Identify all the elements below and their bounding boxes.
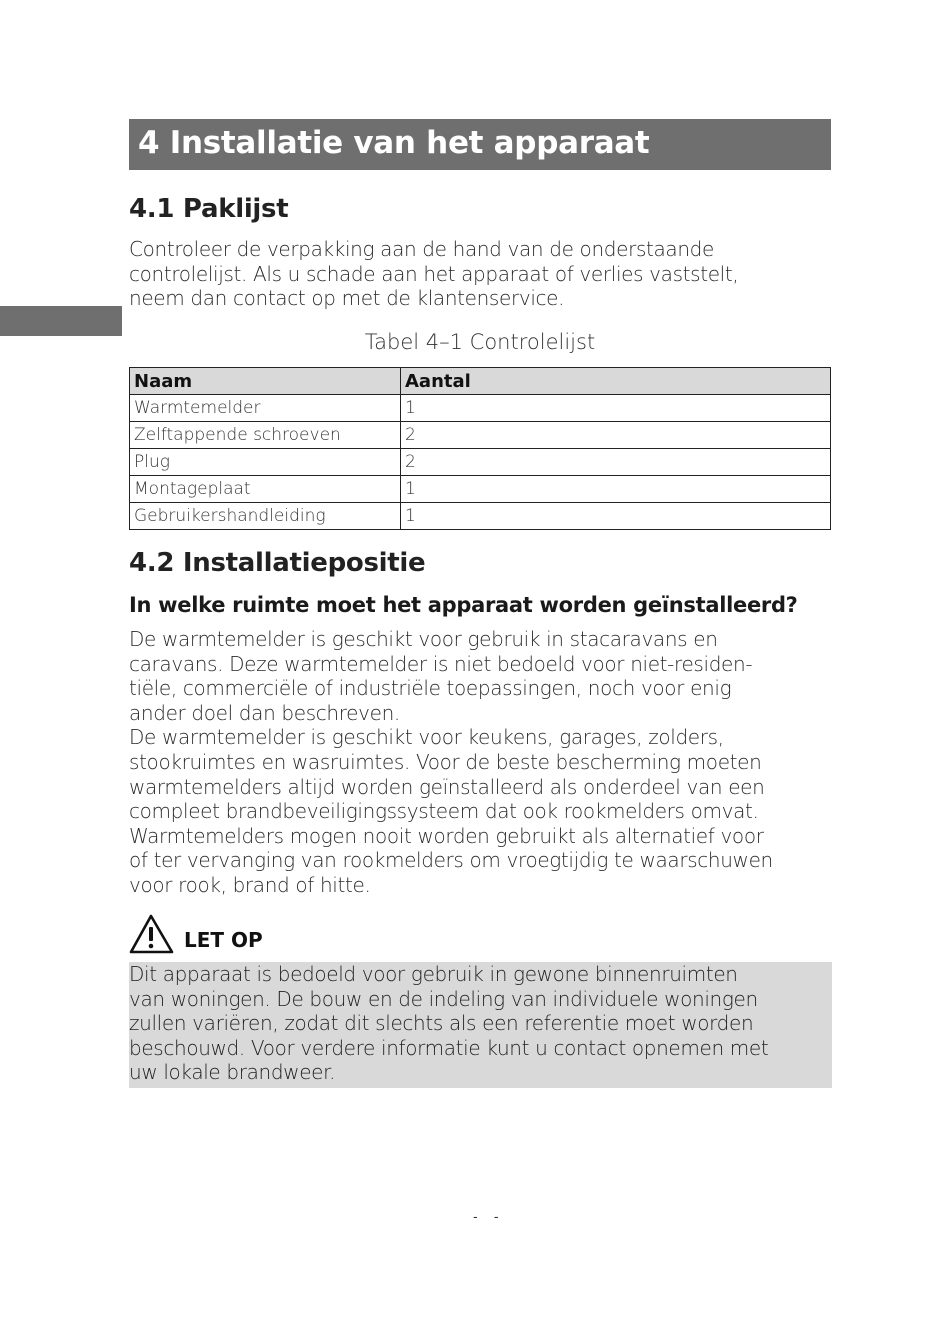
text-line: Dit apparaat is bedoeld voor gebruik in gewone binnenruimten (129, 962, 738, 986)
item-quantity: 2 (401, 449, 831, 476)
item-quantity: 1 (401, 476, 831, 503)
text-line: De warmtemelder is geschikt voor gebruik in stacaravans en (129, 627, 718, 651)
item-name: Zelftappende schroeven (130, 422, 401, 449)
item-quantity: 1 (401, 395, 831, 422)
packing-list-intro (129, 237, 834, 311)
text-line: van woningen. De bouw en de indeling van individuele woningen (129, 986, 758, 1011)
chapter-title-bar (129, 119, 831, 170)
text-line: ander doel dan beschreven. (129, 700, 400, 725)
table-header-row (130, 368, 831, 395)
section-heading-packing-list: 4.1 Paklijst (129, 194, 289, 224)
text-line: zullen variëren, zodat dit slechts als een referentie moet worden (129, 1011, 754, 1036)
text-line: tiële, commerciële of industriële toepassingen, noch voor enig (129, 676, 732, 701)
side-chapter-tab (0, 306, 122, 336)
table-row (130, 476, 831, 503)
text-line: uw lokale brandweer. (129, 1060, 336, 1085)
warning-box (129, 962, 832, 1088)
warning-triangle-icon (129, 914, 179, 954)
warning-label: LET OP (184, 928, 263, 952)
table-row (130, 503, 831, 530)
item-name: Plug (130, 449, 401, 476)
item-name: Montageplaat (130, 476, 401, 503)
text-line: warmtemelders altijd worden geïnstalleerd als onderdeel van een (129, 774, 765, 799)
text-line: caravans. Deze warmtemelder is niet bedoeld voor niet-residen- (129, 651, 753, 676)
warning-text (129, 962, 834, 1085)
item-quantity: 2 (401, 422, 831, 449)
installation-position-text (129, 627, 834, 898)
text-line: of ter vervanging van rookmelders om vroegtijdig te waarschuwen (129, 848, 773, 873)
text-line: De warmtemelder is geschikt voor keukens, garages, zolders, (129, 725, 724, 750)
text-line: controlelijst. Als u schade aan het apparaat of verlies vaststelt, (129, 261, 739, 286)
section-heading-installation-position: 4.2 Installatiepositie (129, 548, 426, 578)
text-line: Controleer de verpakking aan de hand van de onderstaande (129, 237, 714, 261)
item-name: Gebruikershandleiding (130, 503, 401, 530)
item-quantity: 1 (401, 503, 831, 530)
text-line: compleet brandbeveiligingssysteem dat ook rookmelders omvat. (129, 799, 759, 824)
table-row (130, 395, 831, 422)
checklist-table (129, 367, 831, 530)
table-caption: Tabel 4–1 Controlelijst (364, 330, 596, 354)
page-number: - - (473, 1210, 505, 1225)
text-line: beschouwd. Voor verdere informatie kunt u contact opnemen met (129, 1035, 769, 1060)
item-name: Warmtemelder (130, 395, 401, 422)
column-header-quantity: Aantal (401, 368, 831, 395)
text-line: neem dan contact op met de klantenservice. (129, 286, 565, 311)
text-line: voor rook, brand of hitte. (129, 872, 371, 897)
text-line: Warmtemelders mogen nooit worden gebruikt als alternatief voor (129, 823, 764, 848)
text-line: stookruimtes en wasruimtes. Voor de beste bescherming moeten (129, 749, 762, 774)
table-row (130, 422, 831, 449)
column-header-name: Naam (130, 368, 401, 395)
table-row (130, 449, 831, 476)
subheading-which-room: In welke ruimte moet het apparaat worden geïnstalleerd? (129, 593, 798, 617)
chapter-title: 4 Installatie van het apparaat (138, 125, 650, 161)
